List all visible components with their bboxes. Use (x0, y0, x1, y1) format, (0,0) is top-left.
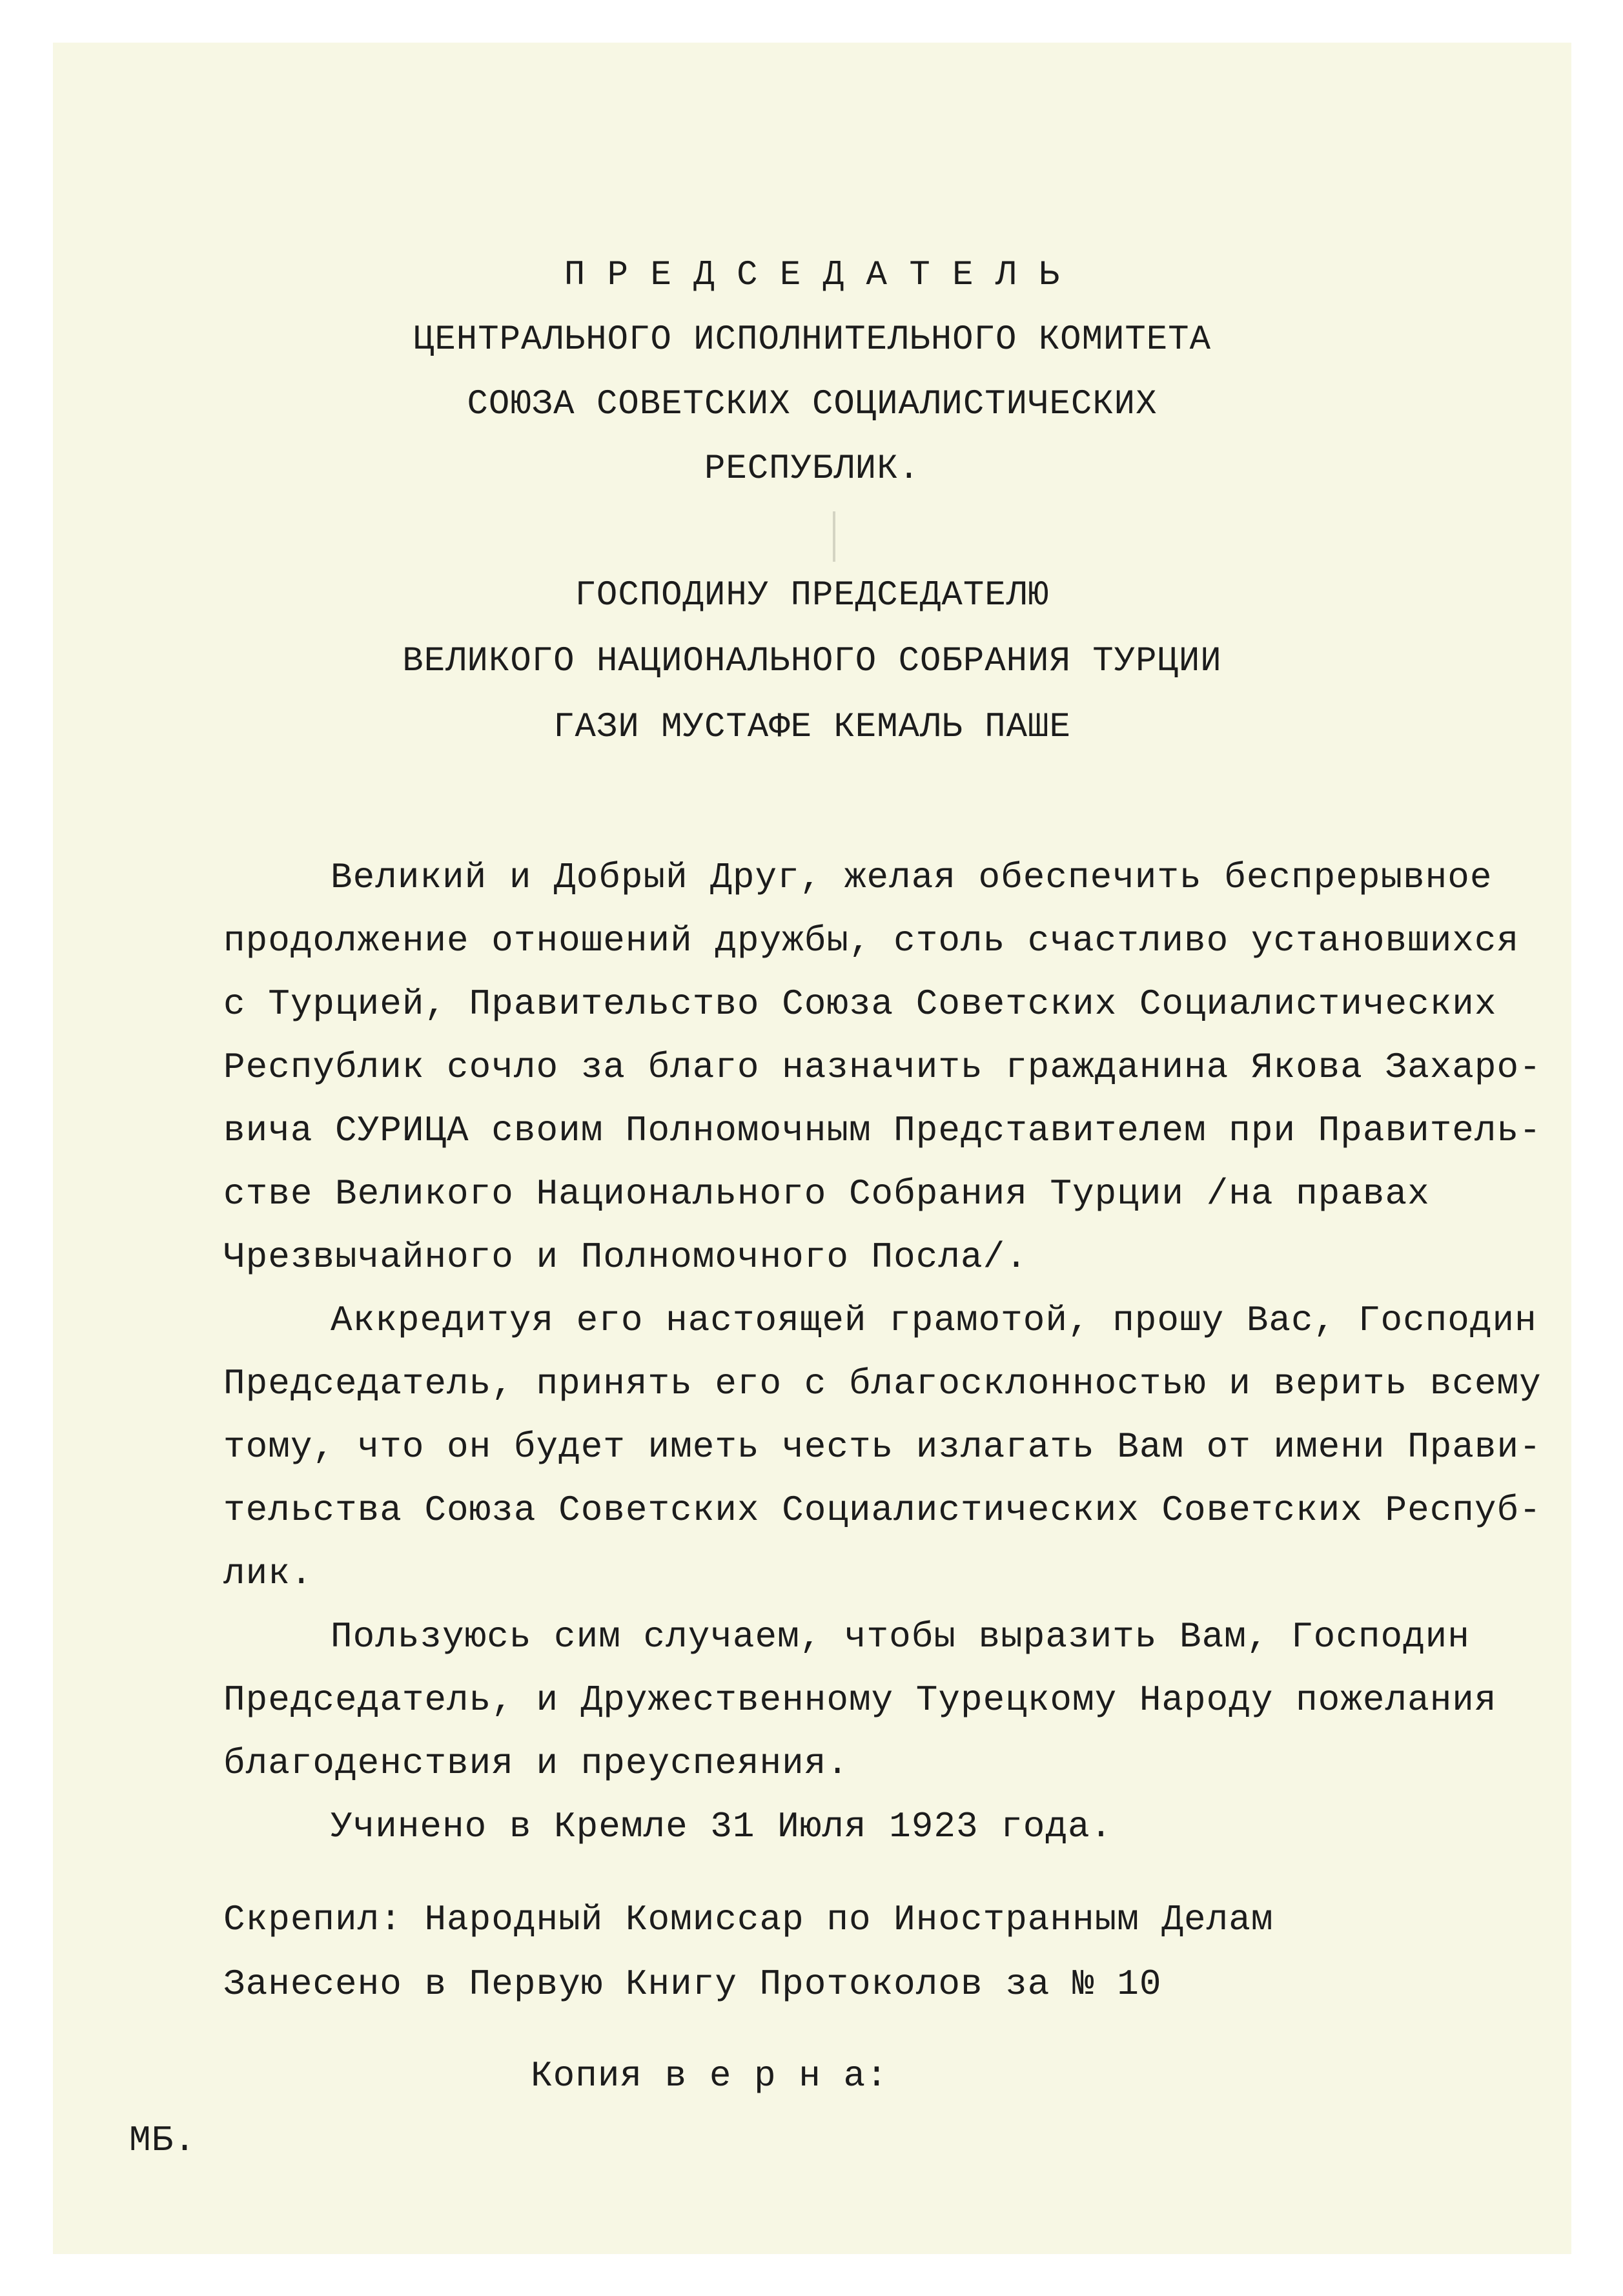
body-line: тому, что он будет иметь честь излагать Вам от имени Прави- (223, 1426, 1542, 1468)
addressee-name: ГАЗИ МУСТАФЕ КЕМАЛЬ ПАШЕ (553, 708, 1071, 747)
header-committee: ЦЕНТРАЛЬНОГО ИСПОЛНИТЕЛЬНОГО КОМИТЕТА (413, 320, 1211, 360)
registered-line: Занесено в Первую Книгу Протоколов за № 10 (223, 1963, 1162, 2005)
fold-mark (833, 511, 835, 562)
addressee-title: ГОСПОДИНУ ПРЕДСЕДАТЕЛЮ (575, 576, 1050, 615)
document-sheet (53, 43, 1571, 2254)
body-line: Великий и Добрый Друг, желая обеспечить беспрерывное (331, 857, 1493, 898)
header-union: СОЮЗА СОВЕТСКИХ СОЦИАЛИСТИЧЕСКИХ (467, 385, 1158, 424)
body-line: с Турцией, Правительство Союза Советских Социалистических (223, 983, 1497, 1025)
body-line: тельства Союза Советских Социалистических Советских Респуб- (223, 1490, 1542, 1531)
typist-initials: МБ. (129, 2120, 196, 2161)
body-line: продолжение отношений дружбы, столь счастливо установшихся (223, 920, 1520, 961)
body-line: вича СУРИЦА своим Полномочным Представителем при Правитель- (223, 1110, 1542, 1151)
dated-line: Учинено в Кремле 31 Июля 1923 года. (331, 1806, 1113, 1847)
body-line: Председатель, принять его с благосклонностью и верить всему (223, 1363, 1542, 1404)
body-line: Председатель, и Дружественному Турецкому Народу пожелания (223, 1679, 1497, 1721)
body-line: благоденствия и преуспеяния. (223, 1743, 849, 1784)
body-line: Аккредитуя его настоящей грамотой, прошу Вас, Господин (331, 1300, 1537, 1341)
header-title: П Р Е Д С Е Д А Т Е Л Ь (564, 256, 1061, 295)
body-line: Пользуюсь сим случаем, чтобы выразить Вам, Господин (331, 1616, 1470, 1657)
body-line: Чрезвычайного и Полномочного Посла/. (223, 1236, 1028, 1278)
body-line: стве Великого Национального Собрания Турции /на правах (223, 1173, 1430, 1215)
addressee-assembly: ВЕЛИКОГО НАЦИОНАЛЬНОГО СОБРАНИЯ ТУРЦИИ (402, 642, 1222, 681)
body-line: Республик сочло за благо назначить гражданина Якова Захаро- (223, 1047, 1542, 1088)
countersigned-line: Скрепил: Народный Комиссар по Иностранным Делам (223, 1899, 1274, 1940)
copy-certified-line: Копия в е р н а: (531, 2055, 888, 2096)
header-republics: РЕСПУБЛИК. (704, 449, 921, 489)
body-line: лик. (223, 1553, 313, 1594)
